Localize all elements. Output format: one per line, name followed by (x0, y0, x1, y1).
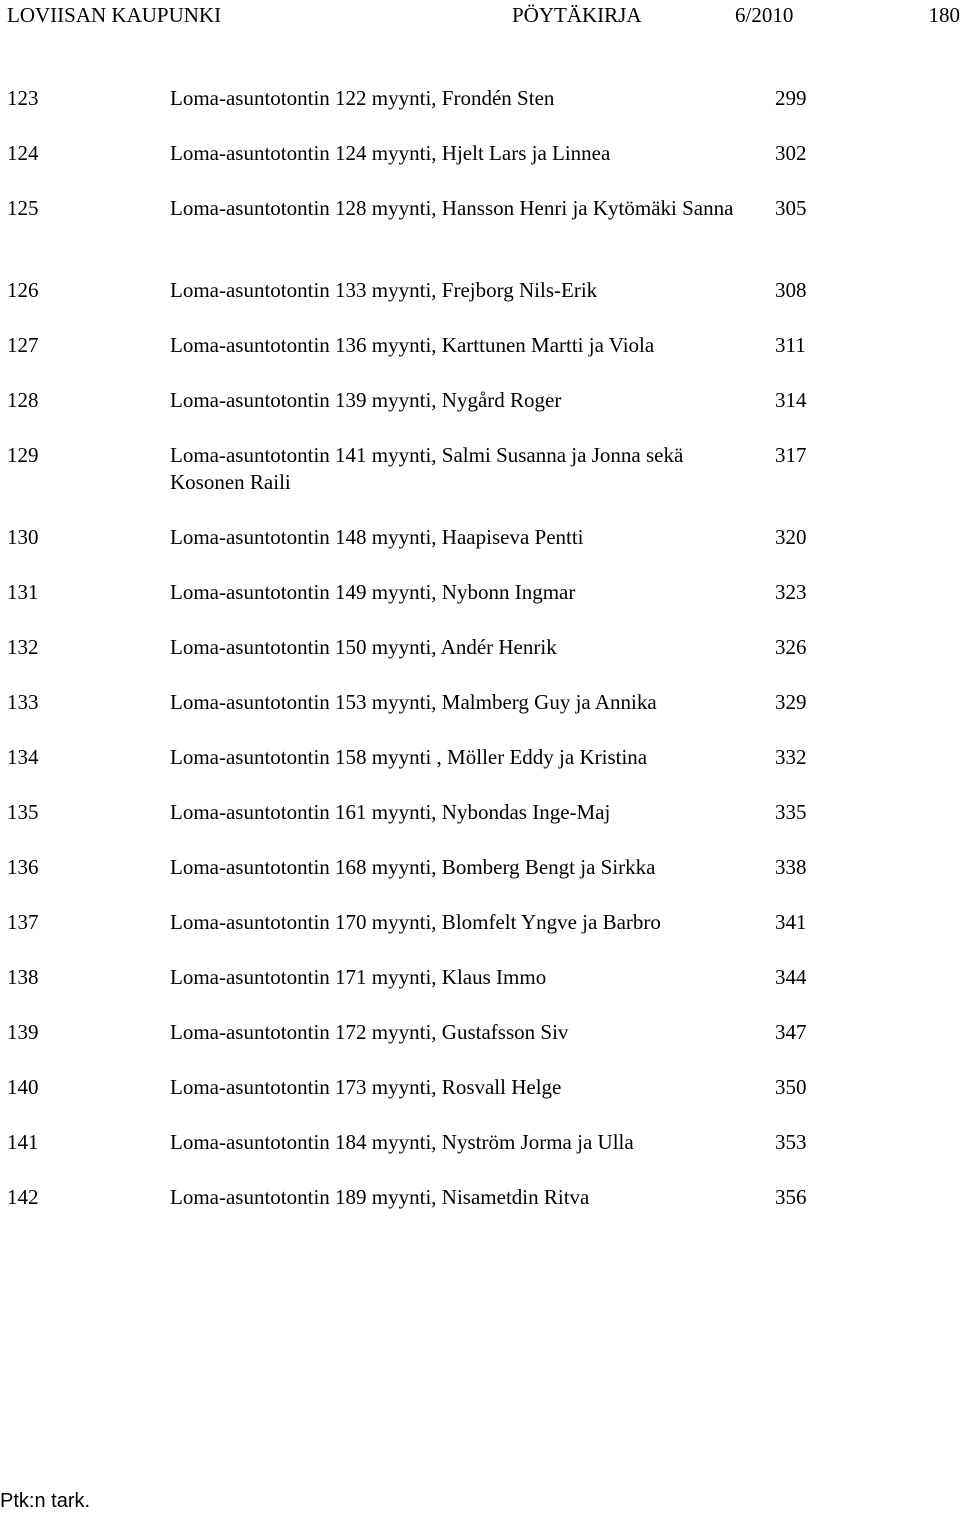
item-page: 356 (775, 1185, 807, 1209)
item-page: 350 (775, 1075, 807, 1099)
meeting-number: 6/2010 (735, 3, 794, 27)
item-number: 135 (7, 800, 39, 824)
list-item (0, 332, 960, 387)
item-title: Loma-asuntotontin 136 myynti, Karttunen Martti ja Viola (170, 333, 655, 357)
item-number: 133 (7, 690, 39, 714)
list-item (0, 442, 960, 524)
item-number: 137 (7, 910, 39, 934)
item-title: Loma-asuntotontin 168 myynti, Bomberg Bengt ja Sirkka (170, 855, 656, 879)
footer-minutes-checker: Ptk:n tark. (0, 1490, 91, 1512)
item-page: 311 (775, 333, 806, 357)
agenda-index-list (0, 85, 960, 1239)
item-number: 128 (7, 388, 39, 412)
item-number: 130 (7, 525, 39, 549)
list-item (0, 1129, 960, 1184)
item-page: 347 (775, 1020, 807, 1044)
list-item (0, 387, 960, 442)
list-item (0, 85, 960, 140)
item-page: 305 (775, 196, 807, 220)
organization-name: LOVIISAN KAUPUNKI (7, 3, 222, 27)
item-number: 142 (7, 1185, 39, 1209)
item-title: Loma-asuntotontin 124 myynti, Hjelt Lars ja Linnea (170, 141, 611, 165)
item-title: Loma-asuntotontin 128 myynti, Hansson Henri ja Kytömäki Sanna (170, 196, 734, 220)
item-title: Loma-asuntotontin 158 myynti , Möller Eddy ja Kristina (170, 745, 648, 769)
item-title: Loma-asuntotontin 149 myynti, Nybonn Ingmar (170, 580, 576, 604)
list-item (0, 964, 960, 1019)
item-number: 136 (7, 855, 39, 879)
list-item (0, 854, 960, 909)
item-title: Loma-asuntotontin 153 myynti, Malmberg Guy ja Annika (170, 690, 657, 714)
item-page: 299 (775, 86, 807, 110)
list-item (0, 579, 960, 634)
list-item (0, 277, 960, 332)
item-title: Loma-asuntotontin 172 myynti, Gustafsson Siv (170, 1020, 569, 1044)
item-number: 138 (7, 965, 39, 989)
item-page: 341 (775, 910, 807, 934)
list-item (0, 689, 960, 744)
list-item (0, 1184, 960, 1239)
list-item (0, 140, 960, 195)
item-page: 308 (775, 278, 807, 302)
item-page: 335 (775, 800, 807, 824)
list-item (0, 744, 960, 799)
item-number: 124 (7, 141, 39, 165)
item-title: Loma-asuntotontin 161 myynti, Nybondas Inge-Maj (170, 800, 611, 824)
item-number: 126 (7, 278, 39, 302)
list-item (0, 1074, 960, 1129)
item-number: 127 (7, 333, 39, 357)
list-item (0, 909, 960, 964)
item-page: 323 (775, 580, 807, 604)
item-title: Loma-asuntotontin 170 myynti, Blomfelt Yngve ja Barbro (170, 910, 661, 934)
list-item (0, 1019, 960, 1074)
item-page: 320 (775, 525, 807, 549)
item-title: Loma-asuntotontin 184 myynti, Nyström Jorma ja Ulla (170, 1130, 634, 1154)
item-page: 326 (775, 635, 807, 659)
item-page: 353 (775, 1130, 807, 1154)
item-number: 132 (7, 635, 39, 659)
item-title: Loma-asuntotontin 139 myynti, Nygård Roger (170, 388, 562, 412)
list-item (0, 195, 960, 277)
item-page: 317 (775, 443, 807, 467)
item-title: Loma-asuntotontin 173 myynti, Rosvall Helge (170, 1075, 562, 1099)
item-title: Loma-asuntotontin 141 myynti, Salmi Susanna ja Jonna sekä Kosonen Raili (170, 443, 684, 494)
item-title: Loma-asuntotontin 148 myynti, Haapiseva Pentti (170, 525, 584, 549)
item-title: Loma-asuntotontin 133 myynti, Frejborg Nils-Erik (170, 278, 598, 302)
list-item (0, 524, 960, 579)
page-number: 180 (928, 3, 960, 27)
item-number: 141 (7, 1130, 39, 1154)
item-number: 123 (7, 86, 39, 110)
page-header (0, 0, 960, 30)
item-number: 139 (7, 1020, 39, 1044)
item-page: 344 (775, 965, 807, 989)
item-number: 134 (7, 745, 39, 769)
item-number: 140 (7, 1075, 39, 1099)
item-page: 329 (775, 690, 807, 714)
item-page: 314 (775, 388, 807, 412)
list-item (0, 634, 960, 689)
item-title: Loma-asuntotontin 150 myynti, Andér Henrik (170, 635, 557, 659)
item-number: 125 (7, 196, 39, 220)
item-title: Loma-asuntotontin 171 myynti, Klaus Immo (170, 965, 547, 989)
item-title: Loma-asuntotontin 189 myynti, Nisametdin Ritva (170, 1185, 590, 1209)
document-type: PÖYTÄKIRJA (512, 3, 642, 27)
item-page: 338 (775, 855, 807, 879)
item-page: 332 (775, 745, 807, 769)
list-item (0, 799, 960, 854)
item-number: 129 (7, 443, 39, 467)
item-title: Loma-asuntotontin 122 myynti, Frondén Sten (170, 86, 555, 110)
item-page: 302 (775, 141, 807, 165)
item-number: 131 (7, 580, 39, 604)
